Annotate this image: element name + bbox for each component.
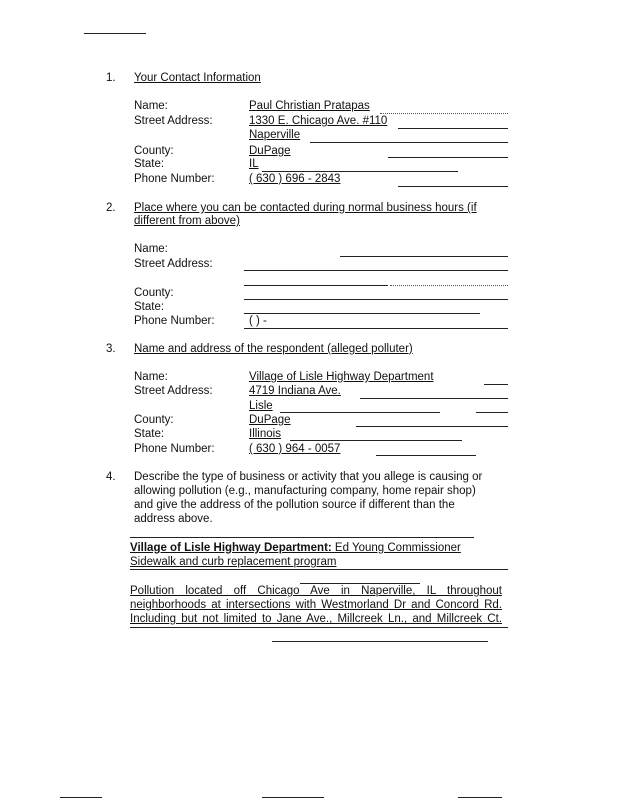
section1-phone-value: ( 630 ) 696 - 2843 (249, 173, 341, 185)
section2-county-line (244, 299, 508, 300)
section3-rule-street1 (360, 398, 508, 399)
section1-county-value: DuPage (249, 145, 291, 157)
section1-rule-street1 (398, 128, 508, 129)
section2-title-line2: different from above) (134, 215, 240, 227)
section3-county-value: DuPage (249, 414, 291, 426)
section2-label-phone: Phone Number: (134, 315, 215, 327)
section2-phone-blank: ( ) - (249, 315, 267, 327)
section3-label-street: Street Address: (134, 385, 213, 397)
section1-title: Your Contact Information (134, 72, 261, 84)
section4-answer-line3: Pollution located off Chicago Ave in Naperville, IL throughout (130, 585, 502, 597)
section2-label-street: Street Address: (134, 258, 213, 270)
section4-answer-top-rule (130, 537, 474, 538)
section4-answer-bold: Village of Lisle Highway Department: (130, 542, 332, 554)
section4-answer-rule6 (130, 627, 508, 628)
section3-label-state: State: (134, 428, 165, 440)
section1-label-name: Name: (134, 100, 168, 112)
section3-street1-value: 4719 Indiana Ave. (249, 385, 341, 397)
section4-answer-line5: Including but not limited to Jane Ave., Millcreek Ln., and Millcreek Ct. (130, 613, 502, 625)
section1-rule-county (388, 157, 508, 158)
section3-label-county: County: (134, 414, 174, 426)
section2-label-state: State: (134, 301, 165, 313)
section1-number: 1. (106, 72, 116, 84)
section1-label-state: State: (134, 158, 165, 170)
section3-rule-street2 (280, 412, 440, 413)
footer-rule-center (262, 797, 324, 798)
section4-answer-rest: Ed Young Commissioner (331, 542, 461, 554)
section4-text-line3: and give the address of the pollution source if different than the (134, 499, 455, 511)
section3-number: 3. (106, 343, 116, 355)
section4-answer-rule2 (130, 569, 508, 570)
section1-rule-phone (398, 186, 508, 187)
section4-answer-line4: neighborhoods at intersections with Westmorland Dr and Concord Rd. (130, 599, 502, 611)
section1-rule-street2 (310, 142, 508, 143)
section3-label-name: Name: (134, 371, 168, 383)
section3-rule-phone (376, 455, 476, 456)
section1-label-county: County: (134, 145, 174, 157)
section2-street2-line (244, 285, 388, 286)
section3-rule-street2b (476, 412, 508, 413)
section3-street2-value: Lisle (249, 400, 273, 412)
section2-state-line (244, 313, 480, 314)
section1-dots-name (380, 113, 508, 114)
section3-label-phone: Phone Number: (134, 443, 215, 455)
footer-rule-left (60, 797, 102, 798)
section1-state-value: IL (249, 158, 259, 170)
section4-number: 4. (106, 471, 116, 483)
section2-title-line1: Place where you can be contacted during normal business hours (if (134, 202, 477, 214)
section2-phone-line (244, 328, 508, 329)
section1-label-street: Street Address: (134, 115, 213, 127)
section1-street2-value: Naperville (249, 129, 301, 141)
footer-rule-right (458, 797, 502, 798)
section2-label-name: Name: (134, 243, 168, 255)
section2-street2-dots (390, 285, 508, 286)
section3-title: Name and address of the respondent (alleged polluter) (134, 343, 413, 355)
section1-rule-state (262, 171, 458, 172)
section2-name-line (340, 256, 508, 257)
section4-text-line2: allowing pollution (e.g., manufacturing company, home repair shop) (134, 485, 476, 497)
section2-label-county: County: (134, 287, 174, 299)
section3-phone-value: ( 630 ) 964 - 0057 (249, 443, 341, 455)
section2-number: 2. (106, 202, 116, 214)
section2-street1-line (244, 270, 508, 271)
section3-name-value: Village of Lisle Highway Department (249, 371, 434, 383)
section1-name-value: Paul Christian Pratapas (249, 100, 370, 112)
header-rule (84, 33, 146, 34)
section4-text-line4: address above. (134, 513, 213, 525)
section4-answer-line2: Sidewalk and curb replacement program (130, 556, 337, 568)
section4-answer-rule7 (272, 641, 488, 642)
section4-answer-line1 (130, 542, 461, 554)
section1-label-phone: Phone Number: (134, 173, 215, 185)
section1-street1-value: 1330 E. Chicago Ave. #110 (249, 115, 388, 127)
section3-rule-name (484, 384, 508, 385)
section3-rule-county (356, 426, 508, 427)
section4-text-line1: Describe the type of business or activity that you allege is causing or (134, 471, 483, 483)
section3-rule-state (290, 440, 462, 441)
section4-answer-rule3 (300, 583, 420, 584)
section3-state-value: Illinois (249, 428, 281, 440)
